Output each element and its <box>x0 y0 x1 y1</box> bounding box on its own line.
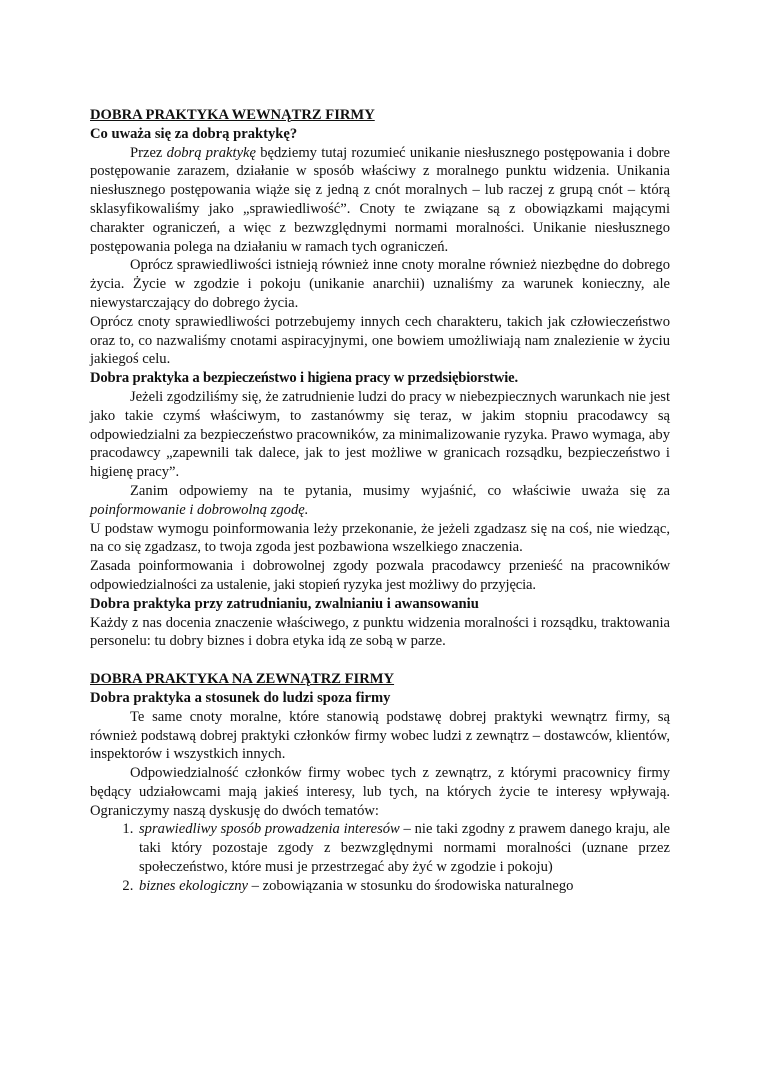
emphasis: dobrą praktykę <box>166 144 256 161</box>
topic-list <box>90 820 670 895</box>
paragraph-same-virtues: Te same cnoty moralne, które stanowią podstawę dobrej praktyki wewnątrz firmy, są również podstawą dobrej praktyki członków firmy wobec ludzi z zewnątrz – dostawców, klientów, inspektorów i wszystkich innych. <box>90 708 670 763</box>
list-item <box>137 820 670 876</box>
heading-outsiders: Dobra praktyka a stosunek do ludzi spoza firmy <box>90 689 391 706</box>
document-page <box>90 106 670 896</box>
section-title-inside: DOBRA PRAKTYKA WEWNĄTRZ FIRMY <box>90 107 375 123</box>
paragraph-good-practice <box>90 144 670 257</box>
text-run: – zobowiązania w stosunku do środowiska naturalnego <box>248 877 574 894</box>
heading-employment: Dobra praktyka przy zatrudnianiu, zwalnianiu i awansowaniu <box>90 595 479 612</box>
paragraph-dangerous-work: Jeżeli zgodziliśmy się, że zatrudnienie ludzi do pracy w niebezpiecznych warunkach nie jest jako takie czymś właściwym, to zastanówmy się teraz, w jakim stopniu pracodawcy są odpowiedzialni za bezpieczeństwo pracowników, za minimalizowanie ryzyka. Prawo wymaga, aby pracodawcy „zapewnili tak dalece, jak to jest możliwe w granicach rozsądku, bezpieczeństwo i higienę pracy”. <box>90 388 670 481</box>
emphasis: poinformowanie i dobrowolną zgodę. <box>90 501 309 518</box>
emphasis: biznes ekologiczny <box>139 877 249 894</box>
paragraph-responsibility: Odpowiedzialność członków firmy wobec tych z zewnątrz, z którymi pracownicy firmy będący udziałowcami mają jakieś interesy, lub tych, na których życie te interesy wpływają. Ograniczymy naszą dyskusję do dwóch tematów: <box>90 765 670 819</box>
section-gap <box>90 651 670 670</box>
emphasis: sprawiedliwy sposób prowadzenia interesów <box>139 821 400 838</box>
paragraph-informed-consent <box>90 482 670 520</box>
text-run: będziemy tutaj rozumieć unikanie niesłusznego postępowania i dobre postępowanie zarazem, działanie w sposób właściwy z moralnego punktu widzenia. Unikania niesłusznego postępowania wiąże się z jedną z cnót moralnych – lub raczej z grupą cnót – którą sklasyfikowaliśmy jako „sprawiedliwość”. Cnoty te związane są z obowiązkami mającymi charakter ograniczeń, a więc z bezwzględnymi normami moralności. Unikanie niesłusznego postępowania polega na działaniu w ramach tych ograniczeń. <box>90 144 670 255</box>
text-run: – nie taki zgodny z prawem danego kraju, ale taki który pozostaje zgody z bezwzględnymi normami moralności (uznane przez społeczeństwo, które musi je przestrzegać aby żyć w zgodzie i pokoju) <box>139 821 670 876</box>
paragraph-information-basis: U podstaw wymogu poinformowania leży przekonanie, że jeżeli zgadzasz się na coś, nie wiedząc, na co się zgadzasz, to twoja zgoda jest pozbawiona wszelkiego znaczenia. <box>90 520 670 556</box>
section-title-outside: DOBRA PRAKTYKA NA ZEWNĄTRZ FIRMY <box>90 671 395 688</box>
question-heading: Co uważa się za dobrą praktykę? <box>90 125 298 142</box>
heading-safety: Dobra praktyka a bezpieczeństwo i higiena pracy w przedsiębiorstwie. <box>90 370 518 387</box>
paragraph-justice: Oprócz cnoty sprawiedliwości potrzebujemy innych cech charakteru, takich jak człowieczeństwo oraz to, co nazwaliśmy cnotami aspiracyjnymi, one bowiem umożliwiają nam znalezienie w życiu jakiegoś celu. <box>90 313 670 368</box>
text-run: Przez <box>130 144 167 161</box>
paragraph-other-virtues: Oprócz sprawiedliwości istnieją również inne cnoty moralne również niezbędne do dobrego życia. Życie w zgodzie i pokoju (unikanie anarchii) uznaliśmy za warunek konieczny, ale niewystarczający do dobrego życia. <box>90 257 670 311</box>
text-run: Zanim odpowiemy na te pytania, musimy wyjaśnić, co właściwie uważa się za <box>130 482 670 499</box>
list-item <box>137 877 670 896</box>
paragraph-consent-rule: Zasada poinformowania i dobrowolnej zgody pozwala pracodawcy przenieść na pracowników odpowiedzialności za ustalenie, jaki stopień ryzyka jest możliwy do przyjęcia. <box>90 558 670 593</box>
paragraph-personnel: Każdy z nas docenia znaczenie właściwego, z punktu widzenia moralności i rozsądku, traktowania personelu: tu dobry biznes i dobra etyka idą ze sobą w parze. <box>90 614 670 650</box>
